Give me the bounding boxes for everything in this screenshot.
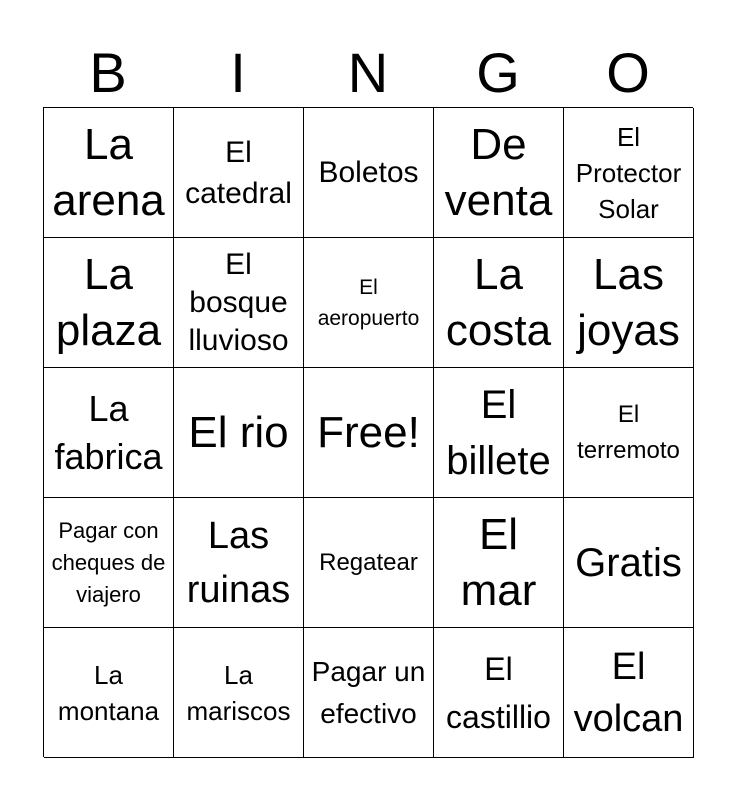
cell-text: El Protector Solar: [575, 121, 682, 224]
bingo-cell[interactable]: [44, 108, 174, 238]
bingo-cell[interactable]: [434, 108, 564, 238]
bingo-cell[interactable]: [564, 238, 694, 368]
free-space: Free!: [317, 407, 420, 457]
cell-text: El volcan: [573, 645, 684, 740]
cell-text: La costa: [445, 249, 552, 355]
cell-text: El castillio: [446, 650, 551, 735]
cell-text: Regatear: [319, 548, 418, 576]
bingo-cell[interactable]: [304, 628, 434, 758]
cell-text: Pagar con cheques de viajero: [51, 517, 166, 607]
cell-text: De venta: [444, 119, 553, 225]
header-letter-g: G: [476, 41, 520, 104]
cell-text: El terremoto: [577, 400, 680, 464]
bingo-cell[interactable]: [174, 108, 304, 238]
cell-text: El rio: [188, 407, 289, 457]
bingo-cell[interactable]: [174, 368, 304, 498]
cell-text: Boletos: [318, 156, 419, 189]
cell-text: Las joyas: [577, 249, 680, 355]
header-letter-i: I: [230, 41, 246, 104]
cell-text: Gratis: [575, 540, 682, 585]
cell-text: El billete: [446, 382, 551, 483]
bingo-cell[interactable]: [564, 498, 694, 628]
header-letter-n: N: [347, 41, 389, 104]
header-letter-o: O: [606, 41, 650, 104]
bingo-cell[interactable]: [304, 498, 434, 628]
bingo-cell[interactable]: [434, 628, 564, 758]
bingo-cell[interactable]: [44, 238, 174, 368]
bingo-cell[interactable]: [304, 238, 434, 368]
cell-text: La montana: [57, 659, 160, 726]
bingo-cell[interactable]: [174, 238, 304, 368]
bingo-cell[interactable]: [44, 368, 174, 498]
bingo-cell[interactable]: [44, 498, 174, 628]
cell-text: El bosque lluvioso: [188, 247, 289, 357]
bingo-cell[interactable]: [564, 368, 694, 498]
bingo-header: [43, 40, 693, 106]
bingo-cell[interactable]: [564, 108, 694, 238]
cell-text: El aeropuerto: [317, 275, 420, 330]
cell-text: La mariscos: [186, 659, 291, 726]
bingo-cell[interactable]: [564, 628, 694, 758]
header-letter-b: B: [89, 41, 127, 104]
bingo-board: [43, 107, 693, 757]
bingo-cell[interactable]: [304, 108, 434, 238]
bingo-cell[interactable]: [434, 368, 564, 498]
cell-text: Las ruinas: [186, 514, 291, 611]
bingo-cell[interactable]: [304, 368, 434, 498]
cell-text: Pagar un efectivo: [311, 655, 426, 729]
cell-text: El catedral: [185, 135, 292, 210]
cell-text: La fabrica: [54, 387, 163, 477]
bingo-cell[interactable]: [434, 498, 564, 628]
cell-text: La plaza: [55, 249, 162, 355]
bingo-cell[interactable]: [174, 498, 304, 628]
bingo-cell[interactable]: [174, 628, 304, 758]
cell-text: El mar: [460, 509, 537, 615]
bingo-cell[interactable]: [434, 238, 564, 368]
cell-text: La arena: [52, 119, 165, 225]
bingo-cell[interactable]: [44, 628, 174, 758]
